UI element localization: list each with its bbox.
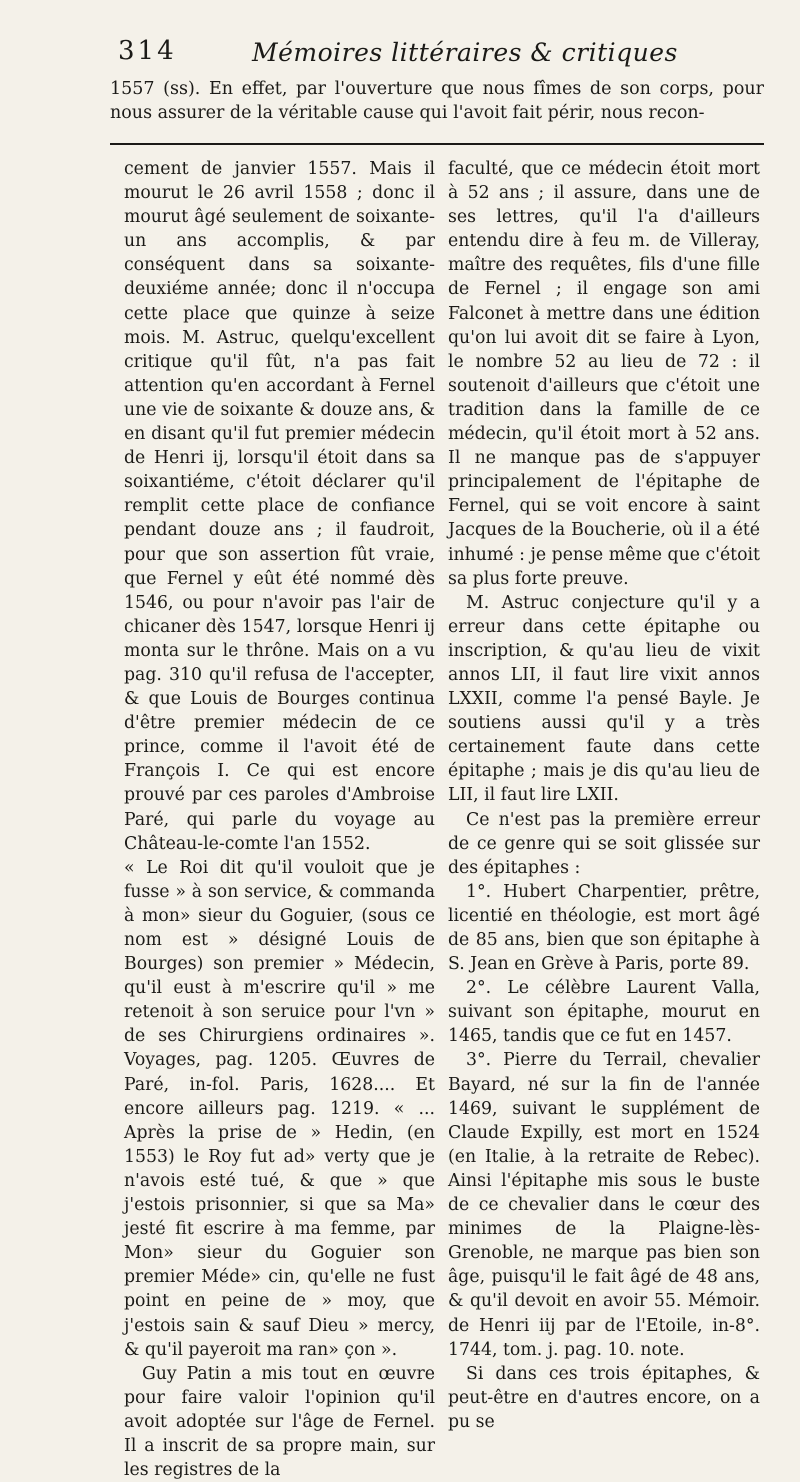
left-column xyxy=(124,157,435,1482)
right-paragraph-5: 2°. Le célèbre Laurent Valla, suivant son épitaphe, mourut en 1465, tandis que ce fut en 1457. xyxy=(448,978,760,1047)
right-paragraph-3: Ce n'est pas la première erreur de ce genre qui se soit glissée sur des épitaphes : xyxy=(448,809,760,878)
right-column xyxy=(448,157,760,1434)
right-paragraph-7: Si dans ces trois épitaphes, & peut-être en d'autres encore, on a pu se xyxy=(448,1363,760,1432)
intro-paragraph xyxy=(110,77,764,125)
intro-text: 1557 (ss). En effet, par l'ouverture que nous fîmes de son corps, pour nous assurer de la véritable cause qui l'avoit fait périr, nous recon- xyxy=(110,79,764,123)
page-number: 314 xyxy=(118,36,177,66)
header-rule xyxy=(110,143,764,145)
right-paragraph-1: faculté, que ce médecin étoit mort à 52 ans ; il assure, dans une de ses lettres, qu'il l'a d'ailleurs entendu dire à feu m. de Villeray, maître des requêtes, fils d'une fille de Fernel ; il engage son ami Falconet à mettre dans une édition qu'on lui avoit dit se faire à Lyon, le nombre 52 au lieu de 72 : il soutenoit d'ailleurs que c'étoit une tradition dans la famille de ce médecin, qu'il étoit mort à 52 ans. Il ne manque pas de s'appuyer principalement de l'épitaphe de Fernel, qui se voit encore à saint Jacques de la Boucherie, où il a été inhumé : je pense même que c'étoit sa plus forte preuve. xyxy=(448,159,760,589)
left-paragraph-quote: « Le Roi dit qu'il vouloit que je fusse » à son service, & commanda à mon» sieur du Goguier, (sous ce nom est » désigné Louis de Bourges) son premier » Médecin, qu'il eust à m'escrire qu'il » me retenoit à son seruice pour l'vn » de ses Chirurgiens ordinaires ». Voyages, pag. 1205. Œuvres de Paré, in-fol. Paris, 1628.... Et encore ailleurs pag. 1219. « ... Après la prise de » Hedin, (en 1553) le Roy fut ad» verty que je n'avois esté tué, & que » que j'estois prisonnier, si que sa Ma» jesté fit escrire à ma femme, par Mon» sieur du Goguier son premier Méde» cin, qu'elle ne fust point en peine de » moy, que j'estois sain & sauf Dieu » mercy, & qu'il payeroit ma ran» çon ». xyxy=(124,857,435,1360)
left-paragraph-3: Guy Patin a mis tout en œuvre pour faire valoir l'opinion qu'il avoit adoptée sur l'âge de Fernel. Il a inscrit de sa propre main, sur les registres de la xyxy=(124,1363,435,1481)
right-paragraph-6: 3°. Pierre du Terrail, chevalier Bayard, né sur la fin de l'année 1469, suivant le supplément de Claude Expilly, est mort en 1524 (en Italie, à la retraite de Rebec). Ainsi l'épitaphe mis sous le buste de ce chevalier dans le cœur des minimes de la Plaigne-lès-Grenoble, ne marque pas bien son âge, puisqu'il le fait âgé de 48 ans, & qu'il devoit en avoir 55. Mémoir. de Henri iij par de l'Etoile, in-8°. 1744, tom. j. pag. 10. note. xyxy=(448,1050,760,1360)
right-paragraph-4: 1°. Hubert Charpentier, prêtre, licentié en théologie, est mort âgé de 85 ans, bien que son épitaphe à S. Jean en Grève à Paris, porte 89. xyxy=(448,881,760,975)
page-header xyxy=(118,36,758,72)
running-title: Mémoires littéraires & critiques xyxy=(252,38,678,67)
right-paragraph-2: M. Astruc conjecture qu'il y a erreur dans cette épitaphe ou inscription, & qu'au lieu de vixit annos LII, il faut lire vixit annos LXXII, comme l'a pensé Bayle. Je soutiens aussi qu'il y a très certainement faute dans cette épitaphe ; mais je dis qu'au lieu de LII, il faut lire LXII. xyxy=(448,592,760,806)
left-paragraph-1: cement de janvier 1557. Mais il mourut le 26 avril 1558 ; donc il mourut âgé seulement de soixante-un ans accomplis, & par conséquent dans sa soixante-deuxiéme année; donc il n'occupa cette place que quinze à seize mois. M. Astruc, quelqu'excellent critique qu'il fût, n'a pas fait attention qu'en accordant à Fernel une vie de soixante & douze ans, & en disant qu'il fut premier médecin de Henri ij, lorsqu'il étoit dans sa soixantiéme, c'étoit déclarer qu'il remplit cette place de confiance pendant douze ans ; il faudroit, pour que son assertion fût vraie, que Fernel y eût été nommé dès 1546, ou pour n'avoir pas l'air de chicaner dès 1547, lorsque Henri ij monta sur le thrône. Mais on a vu pag. 310 qu'il refusa de l'accepter, & que Louis de Bourges continua d'être premier médecin de ce prince, comme il l'avoit été de François I. Ce qui est encore prouvé par ces paroles d'Ambroise Paré, qui parle du voyage au Château-le-comte l'an 1552. xyxy=(124,159,435,854)
